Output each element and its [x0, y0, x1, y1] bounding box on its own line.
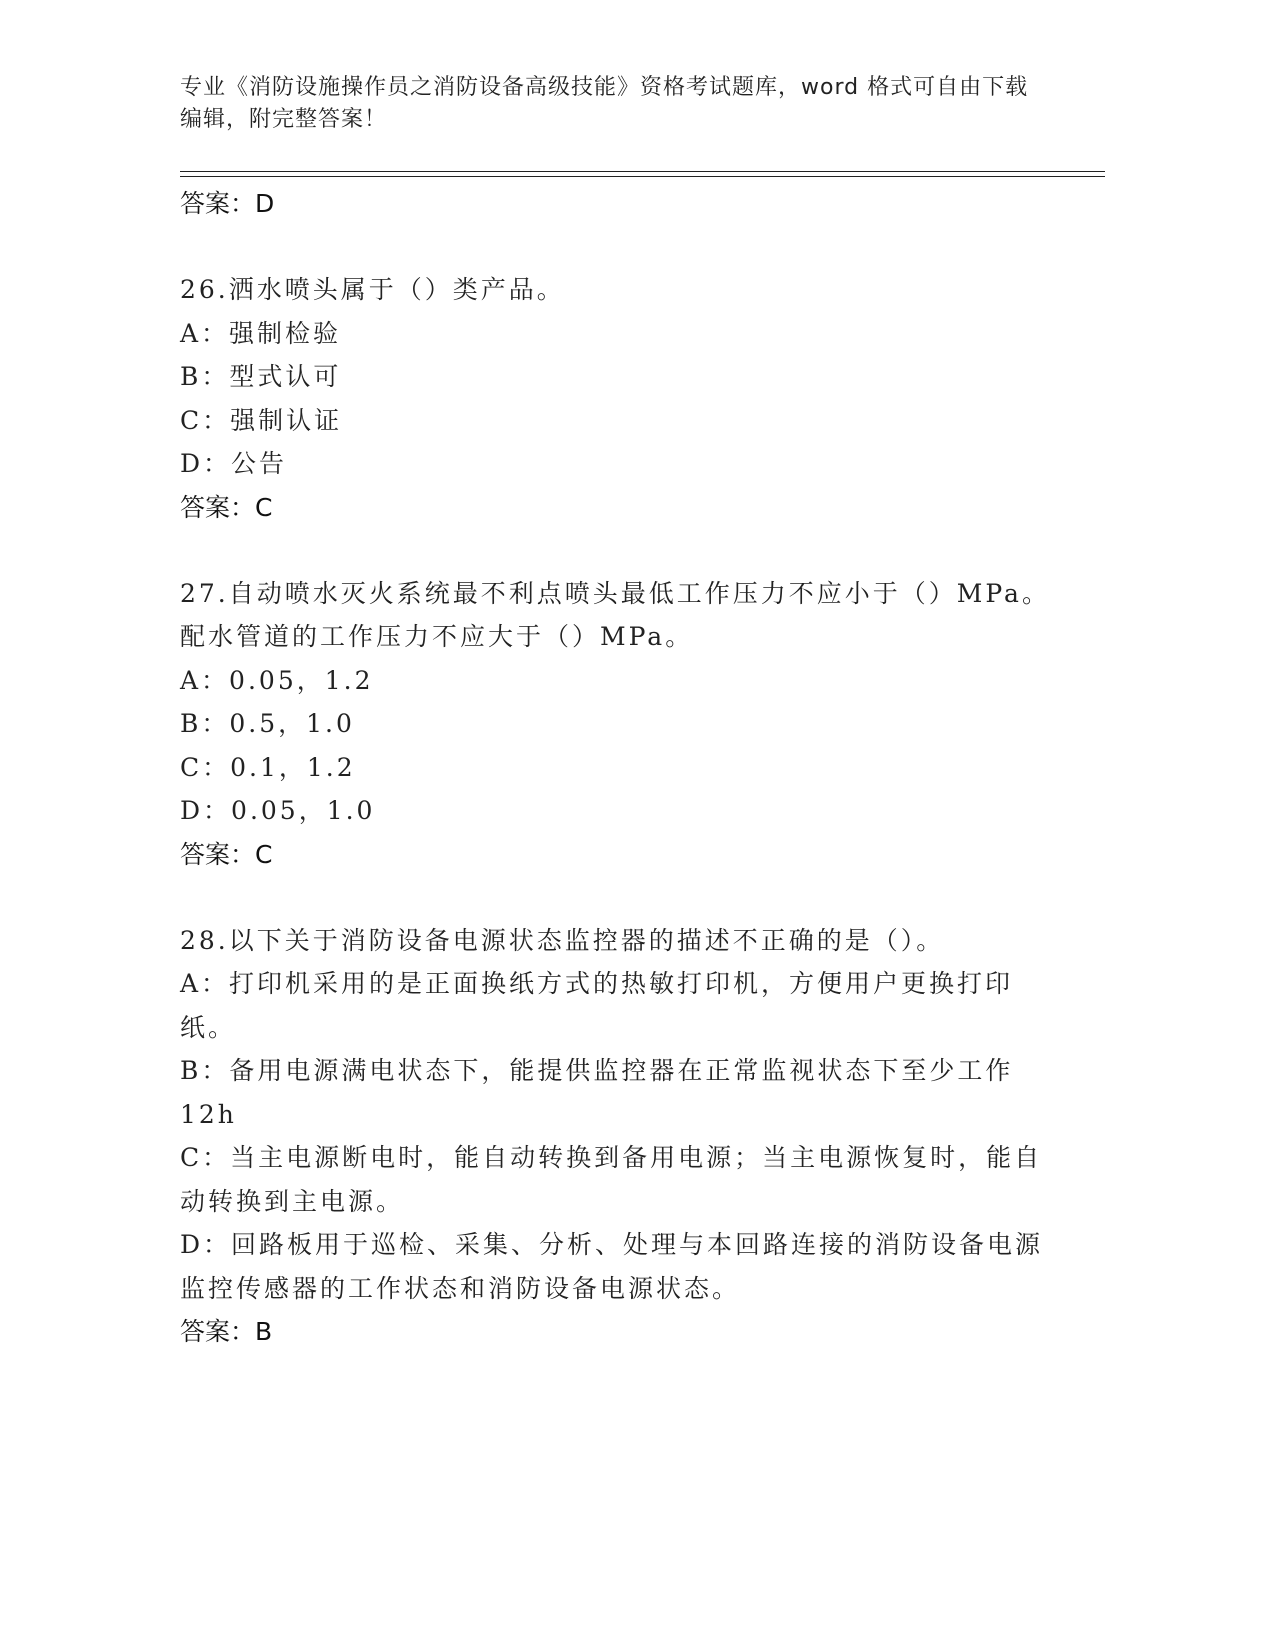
answer-line: 答案：D — [180, 189, 275, 218]
question-stem: 27.自动喷水灭火系统最不利点喷头最低工作压力不应小于（）MPa。配水管道的工作压力不应大于（）MPa。 — [180, 578, 1050, 651]
option-a: A：0.05，1.2 — [180, 665, 374, 695]
option-a: A：打印机采用的是正面换纸方式的热敏打印机，方便用户更换打印纸。 — [180, 969, 1014, 1042]
option-b: B：0.5，1.0 — [180, 709, 355, 738]
question-stem: 26.洒水喷头属于（）类产品。 — [180, 275, 565, 304]
option-b: B：备用电源满电状态下，能提供监控器在正常监视状态下至少工作12h — [180, 1056, 1014, 1129]
answer-line: 答案：C — [180, 839, 273, 869]
option-c: C：当主电源断电时，能自动转换到备用电源；当主电源恢复时，能自动转换到主电源。 — [180, 1143, 1043, 1216]
header-rule-top — [180, 171, 1105, 172]
option-b: B：型式认可 — [180, 362, 342, 391]
question-list — [180, 182, 1060, 1354]
document-header: 专业《消防设施操作员之消防设备高级技能》资格考试题库，word 格式可自由下载编辑，附完整答案！ — [180, 75, 1029, 132]
answer-line: 答案：C — [180, 492, 273, 522]
question-stem: 28.以下关于消防设备电源状态监控器的描述不正确的是（）。 — [180, 925, 945, 955]
question-28 — [180, 919, 1060, 1355]
question-26 — [180, 268, 1060, 530]
option-a: A：强制检验 — [180, 318, 342, 348]
option-c: C：0.1，1.2 — [180, 752, 356, 782]
option-d: D：回路板用于巡检、采集、分析、处理与本回路连接的消防设备电源监控传感器的工作状态和消防设备电源状态。 — [180, 1230, 1044, 1303]
option-c: C：强制认证 — [180, 405, 343, 435]
option-d: D：0.05，1.0 — [180, 796, 376, 825]
question-27 — [180, 572, 1060, 877]
option-d: D：公告 — [180, 449, 288, 478]
answer-line: 答案：B — [180, 1317, 273, 1346]
header-rule-bottom — [180, 176, 1105, 177]
